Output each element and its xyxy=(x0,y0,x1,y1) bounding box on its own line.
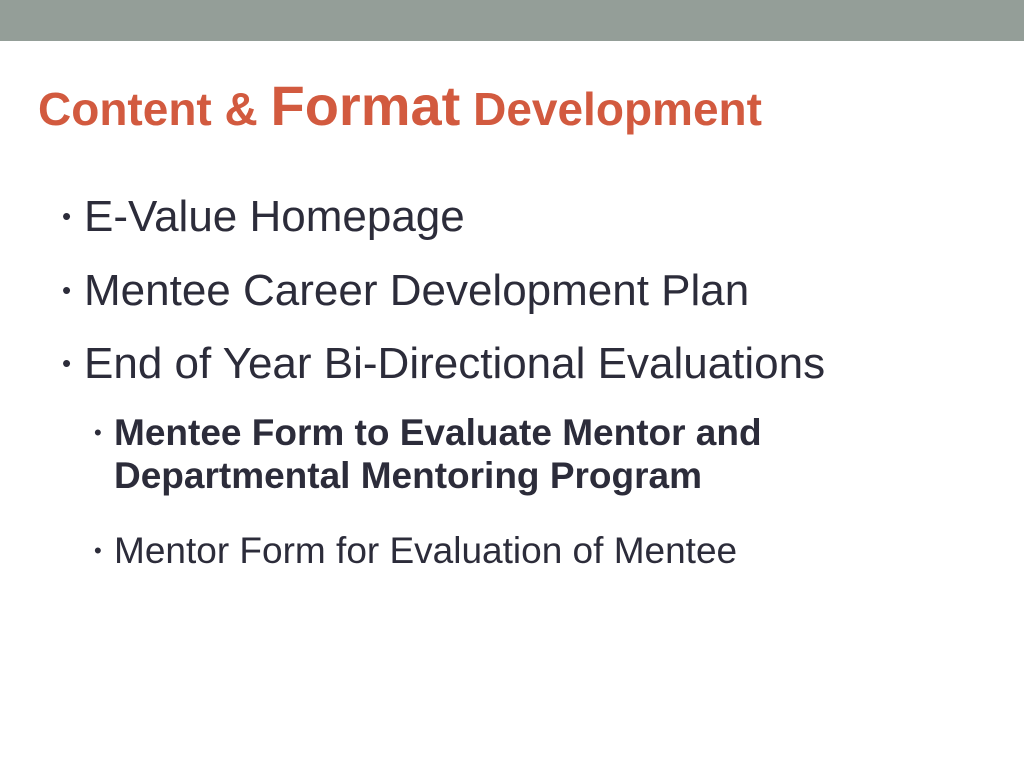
sub-bullet-item-mentee-form xyxy=(94,412,762,497)
bullet-icon: • xyxy=(62,348,72,378)
sub-bullet-icon: • xyxy=(94,538,102,563)
bullet-icon: • xyxy=(62,201,72,231)
title-part-3: Development xyxy=(460,83,762,135)
bullet-item-career-plan xyxy=(62,266,749,317)
sub-bullet-text: Mentor Form for Evaluation of Mentee xyxy=(114,530,738,571)
sub-bullet-text-line-2: Departmental Mentoring Program xyxy=(114,454,702,496)
sub-bullet-icon: • xyxy=(94,420,102,445)
bullet-text: End of Year Bi-Directional Evaluations xyxy=(84,339,826,388)
sub-bullet-text-line-1: Mentee Form to Evaluate Mentor and xyxy=(114,412,762,453)
bullet-item-evaluations xyxy=(62,339,825,390)
bullet-text: Mentee Career Development Plan xyxy=(84,266,750,315)
bullet-icon: • xyxy=(62,275,72,305)
bullet-item-evalue-homepage xyxy=(62,192,465,243)
title-part-1: Content & xyxy=(38,83,271,135)
title-part-2: Format xyxy=(270,74,461,137)
bullet-text: E-Value Homepage xyxy=(84,192,465,241)
sub-bullet-item-mentor-form xyxy=(94,530,737,573)
